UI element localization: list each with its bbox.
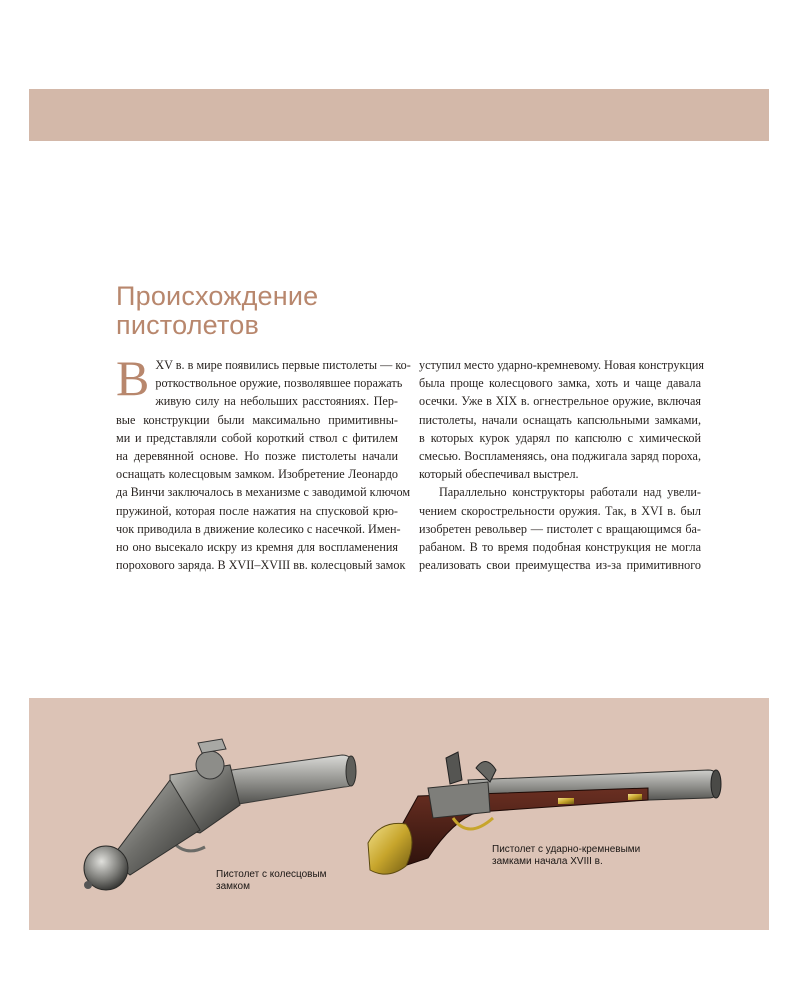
text-line: пружиной, которая после нажатия на спусковой крю- (116, 503, 398, 518)
title-line-1: Происхождение (116, 281, 319, 311)
text-line: пистолеты, начали оснащать капсюльными замками, (419, 412, 701, 427)
paragraph-continuation (419, 356, 705, 483)
text-line: порохового заряда. В XVII–XVIII вв. колесцовый замок (116, 558, 406, 573)
text-line: роткоствольное оружие, позволявшее поражать (155, 376, 403, 391)
caption-line: замком (216, 881, 250, 892)
caption-flintlock (492, 844, 640, 868)
text-column-right (419, 356, 705, 574)
title-line-2: пистолетов (116, 310, 259, 340)
caption-line: Пистолет с колесцовым (216, 869, 327, 880)
text-line: смесью. Воспламеняясь, она поджигала заряд пороха, (419, 449, 701, 464)
header-band (29, 89, 769, 141)
paragraph-intro (116, 350, 411, 574)
text-line: в которых курок ударял по капсюлю с химической (419, 430, 701, 445)
text-line: XV в. в мире появились первые пистолеты — ко- (155, 358, 411, 372)
text-line: рабаном. В то время подобная конструкция не могла (419, 540, 701, 555)
text-column-left (116, 350, 411, 574)
text-line: Параллельно конструкторы работали над увели- (439, 485, 701, 500)
text-line: чок приводила в движение колесико с насечкой. Имен- (116, 521, 401, 536)
text-line: была проще колесцового замка, хоть и чаще давала (419, 376, 701, 391)
text-line: реализовать свои преимущества из-за примитивного (419, 558, 701, 573)
text-line: который обеспечивал выстрел. (419, 467, 579, 482)
paragraph-revolver (419, 483, 701, 574)
caption-line: Пистолет с ударно-кремневыми (492, 844, 641, 855)
page-title (116, 282, 318, 340)
text-line: живую силу на небольших расстояниях. Пер- (155, 394, 398, 409)
text-line: да Винчи заключалось в механизме с заводимой ключом (116, 485, 411, 500)
text-line: ми и представляли собой короткий ствол с фитилем (116, 430, 398, 445)
caption-line: замками начала XVIII в. (492, 856, 603, 867)
text-line: вые конструкции были максимально примитивны- (116, 412, 398, 427)
caption-wheellock (216, 869, 327, 893)
text-line: чением скорострельности оружия. Так, в XVI в. был (419, 503, 701, 518)
text-line: изобретен револьвер — пистолет с вращающимся ба- (419, 521, 701, 536)
text-line: на деревянной основе. Но позже пистолеты начали (116, 449, 398, 464)
drop-cap: В (116, 350, 150, 406)
text-line: но оно высекало искру из кремня для воспламенения (116, 540, 398, 555)
text-line: осечки. Уже в XIX в. огнестрельное оружие, включая (419, 394, 701, 409)
text-line: уступил место ударно-кремневому. Новая конструкция (419, 358, 705, 372)
text-line: оснащать колесцовым замком. Изобретение Леонардо (116, 467, 398, 482)
